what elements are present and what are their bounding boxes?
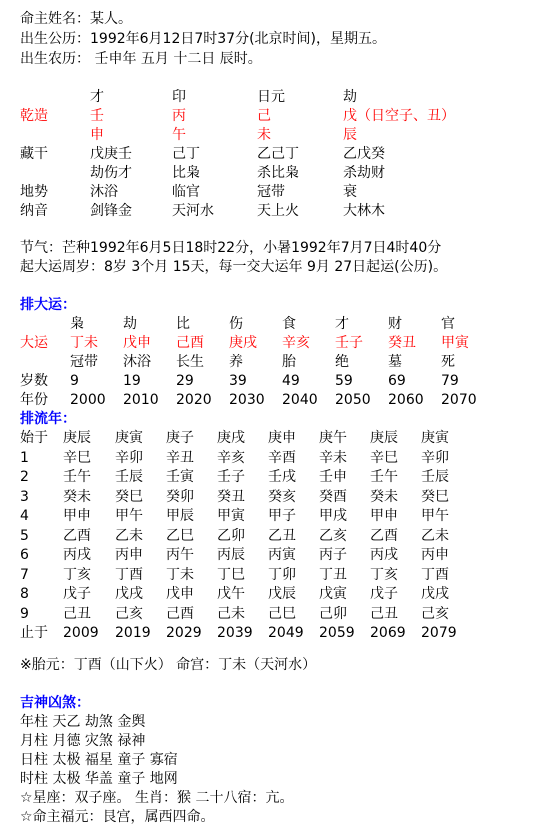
- canggan-day: 乙己丁: [257, 146, 299, 162]
- liunian-cell: 甲子: [268, 508, 296, 524]
- liunian-start-cell: 庚申: [268, 430, 296, 446]
- dishi-day: 冠带: [257, 184, 285, 200]
- dayun-age: 29: [176, 373, 194, 389]
- dayun-shishen: 枭: [70, 316, 84, 332]
- liunian-cell: 乙巳: [166, 528, 194, 544]
- dayun-ganzhi: 壬子: [335, 335, 363, 351]
- liunian-row-index: 5: [20, 528, 29, 544]
- liunian-start-cell: 庚寅: [421, 430, 449, 446]
- star-line: ☆星座：双子座。 生肖：猴 二十八宿：亢。: [20, 790, 294, 806]
- branch-day: 未: [257, 127, 271, 143]
- liunian-cell: 丙戌: [63, 547, 91, 563]
- liunian-cell: 辛巳: [63, 450, 91, 466]
- liunian-cell: 戊辰: [268, 586, 296, 602]
- pillar-header-2: 印: [172, 89, 186, 105]
- canggan-hour: 乙戊癸: [343, 146, 385, 162]
- nayin-day: 天上火: [257, 203, 299, 219]
- liunian-end-cell: 2019: [115, 625, 151, 641]
- canggan-year: 戊庚壬: [90, 146, 132, 162]
- liunian-cell: 甲午: [115, 508, 143, 524]
- dayun-year: 2000: [70, 392, 106, 408]
- shensha-row-year: 年柱 天乙 劫煞 金舆: [20, 714, 146, 730]
- liunian-cell: 甲午: [421, 508, 449, 524]
- liunian-cell: 己丑: [63, 606, 91, 622]
- dayun-ganzhi: 己酉: [176, 335, 204, 351]
- liunian-cell: 戊子: [370, 586, 398, 602]
- nayin-label: 纳音: [20, 203, 48, 219]
- dayun-shishen: 劫: [123, 316, 137, 332]
- liunian-cell: 己亥: [115, 606, 143, 622]
- liunian-row-index: 3: [20, 489, 29, 505]
- dayun-state: 胎: [282, 354, 296, 370]
- liunian-end-cell: 2079: [421, 625, 457, 641]
- dayun-year: 2060: [388, 392, 424, 408]
- liunian-cell: 辛卯: [115, 450, 143, 466]
- dayun-ganzhi: 丁未: [70, 335, 98, 351]
- liunian-cell: 癸卯: [166, 489, 194, 505]
- stem-month: 丙: [172, 108, 186, 124]
- liunian-cell: 癸巳: [115, 489, 143, 505]
- dayun-shishen: 伤: [229, 316, 243, 332]
- dayun-ganzhi: 癸丑: [388, 335, 416, 351]
- liunian-end-cell: 2039: [217, 625, 253, 641]
- canggan-shishen-day: 杀比枭: [257, 165, 299, 181]
- liunian-start-cell: 庚寅: [115, 430, 143, 446]
- liunian-cell: 丙戌: [370, 547, 398, 563]
- liunian-cell: 壬辰: [115, 469, 143, 485]
- liunian-cell: 丁卯: [268, 567, 296, 583]
- dayun-shishen: 比: [176, 316, 190, 332]
- liunian-start-cell: 庚子: [166, 430, 194, 446]
- liunian-cell: 甲辰: [166, 508, 194, 524]
- liunian-cell: 壬辰: [421, 469, 449, 485]
- fuyuan-line: ☆命主福元：艮宫，属西四命。: [20, 809, 215, 825]
- dayun-state: 养: [229, 354, 243, 370]
- liunian-cell: 丁巳: [217, 567, 245, 583]
- canggan-shishen-hour: 杀劫财: [343, 165, 385, 181]
- lunar-date-line: 出生农历： 壬申年 五月 十二日 辰时。: [20, 51, 262, 67]
- liunian-title: 排流年：: [20, 411, 76, 427]
- liunian-start-label: 始于: [20, 430, 48, 446]
- liunian-cell: 己卯: [319, 606, 347, 622]
- dayun-age: 19: [123, 373, 141, 389]
- liunian-row-index: 4: [20, 508, 29, 524]
- dayun-ganzhi: 戊申: [123, 335, 151, 351]
- liunian-end-cell: 2029: [166, 625, 202, 641]
- shensha-row-day: 日柱 太极 福星 童子 寡宿: [20, 752, 178, 768]
- stem-hour: 戊（日空子、丑）: [343, 108, 455, 124]
- canggan-month: 己丁: [172, 146, 200, 162]
- liunian-cell: 辛未: [319, 450, 347, 466]
- liunian-cell: 癸丑: [217, 489, 245, 505]
- dayun-ganzhi: 甲寅: [441, 335, 469, 351]
- dishi-label: 地势: [20, 184, 48, 200]
- liunian-cell: 甲寅: [217, 508, 245, 524]
- liunian-start-cell: 庚午: [319, 430, 347, 446]
- dayun-age: 49: [282, 373, 300, 389]
- dayun-ganzhi: 庚戌: [229, 335, 257, 351]
- dayun-age: 69: [388, 373, 406, 389]
- liunian-end-cell: 2049: [268, 625, 304, 641]
- liunian-cell: 丙申: [115, 547, 143, 563]
- liunian-start-cell: 庚辰: [370, 430, 398, 446]
- nayin-hour: 大林木: [343, 203, 385, 219]
- dayun-year: 2010: [123, 392, 159, 408]
- qianzao-label: 乾造: [20, 108, 48, 124]
- canggan-label: 藏干: [20, 146, 48, 162]
- liunian-cell: 壬子: [217, 469, 245, 485]
- name-line: 命主姓名：某人。: [20, 11, 132, 27]
- liunian-cell: 辛丑: [166, 450, 194, 466]
- liunian-cell: 癸未: [370, 489, 398, 505]
- liunian-cell: 癸酉: [319, 489, 347, 505]
- dayun-ganzhi: 辛亥: [282, 335, 310, 351]
- liunian-row-index: 2: [20, 469, 29, 485]
- liunian-cell: 丙申: [421, 547, 449, 563]
- liunian-cell: 乙未: [421, 528, 449, 544]
- liunian-cell: 甲申: [63, 508, 91, 524]
- branch-month: 午: [172, 127, 186, 143]
- liunian-cell: 癸亥: [268, 489, 296, 505]
- liunian-cell: 己亥: [421, 606, 449, 622]
- liunian-start-cell: 庚戌: [217, 430, 245, 446]
- dayun-title: 排大运：: [20, 297, 76, 313]
- stem-year: 壬: [90, 108, 104, 124]
- age-label: 岁数: [20, 373, 48, 389]
- liunian-cell: 壬午: [370, 469, 398, 485]
- liunian-cell: 己酉: [166, 606, 194, 622]
- liunian-cell: 辛亥: [217, 450, 245, 466]
- liunian-cell: 戊子: [63, 586, 91, 602]
- stem-day: 己: [257, 108, 271, 124]
- dayun-shishen: 才: [335, 316, 349, 332]
- nayin-month: 天河水: [172, 203, 214, 219]
- liunian-cell: 壬申: [319, 469, 347, 485]
- liunian-cell: 乙未: [115, 528, 143, 544]
- dayun-state: 死: [441, 354, 455, 370]
- shensha-title: 吉神凶煞：: [20, 695, 90, 711]
- dayun-age: 39: [229, 373, 247, 389]
- liunian-cell: 丙午: [166, 547, 194, 563]
- liunian-cell: 甲申: [370, 508, 398, 524]
- dayun-year: 2050: [335, 392, 371, 408]
- liunian-cell: 戊戌: [421, 586, 449, 602]
- dayun-state: 绝: [335, 354, 349, 370]
- liunian-cell: 丙子: [319, 547, 347, 563]
- liunian-cell: 己丑: [370, 606, 398, 622]
- liunian-cell: 丁酉: [421, 567, 449, 583]
- pillar-header-3: 日元: [257, 89, 285, 105]
- liunian-cell: 丙寅: [268, 547, 296, 563]
- liunian-cell: 丁酉: [115, 567, 143, 583]
- liunian-row-index: 7: [20, 567, 29, 583]
- dayun-year: 2070: [441, 392, 477, 408]
- dayun-age: 9: [70, 373, 79, 389]
- liunian-cell: 乙亥: [319, 528, 347, 544]
- liunian-cell: 癸未: [63, 489, 91, 505]
- liunian-cell: 辛巳: [370, 450, 398, 466]
- liunian-cell: 壬寅: [166, 469, 194, 485]
- dayun-year: 2020: [176, 392, 212, 408]
- liunian-cell: 丁亥: [370, 567, 398, 583]
- liunian-row-index: 8: [20, 586, 29, 602]
- shensha-row-month: 月柱 月德 灾煞 禄神: [20, 733, 146, 749]
- liunian-end-cell: 2009: [63, 625, 99, 641]
- nayin-year: 剑锋金: [90, 203, 132, 219]
- liunian-cell: 己未: [217, 606, 245, 622]
- liunian-end-cell: 2059: [319, 625, 355, 641]
- liunian-cell: 丁未: [166, 567, 194, 583]
- liunian-cell: 乙酉: [63, 528, 91, 544]
- dayun-age: 79: [441, 373, 459, 389]
- liunian-row-index: 6: [20, 547, 29, 563]
- dishi-year: 沐浴: [90, 184, 118, 200]
- liunian-cell: 丁亥: [63, 567, 91, 583]
- liunian-cell: 壬戌: [268, 469, 296, 485]
- liunian-cell: 己巳: [268, 606, 296, 622]
- dayun-state: 墓: [388, 354, 402, 370]
- qiyun-line: 起大运周岁：8岁 3个月 15天，每一交大运年 9月 27日起运(公历)。: [20, 259, 448, 275]
- branch-hour: 辰: [343, 127, 357, 143]
- liunian-row-index: 9: [20, 606, 29, 622]
- canggan-shishen-month: 比枭: [172, 165, 200, 181]
- dayun-age: 59: [335, 373, 353, 389]
- jieqi-line: 节气：芒种1992年6月5日18时22分，小暑1992年7月7日4时40分: [20, 240, 442, 256]
- liunian-cell: 戊午: [217, 586, 245, 602]
- liunian-cell: 辛酉: [268, 450, 296, 466]
- liunian-cell: 乙丑: [268, 528, 296, 544]
- dayun-shishen: 食: [282, 316, 296, 332]
- liunian-cell: 甲戌: [319, 508, 347, 524]
- liunian-cell: 壬午: [63, 469, 91, 485]
- dayun-year: 2040: [282, 392, 318, 408]
- canggan-shishen-year: 劫伤才: [90, 165, 132, 181]
- liunian-end-label: 止于: [20, 625, 48, 641]
- liunian-cell: 丙辰: [217, 547, 245, 563]
- liunian-cell: 戊寅: [319, 586, 347, 602]
- liunian-cell: 戊申: [166, 586, 194, 602]
- branch-year: 申: [90, 127, 104, 143]
- dayun-state: 长生: [176, 354, 204, 370]
- dayun-state: 冠带: [70, 354, 98, 370]
- year-label: 年份: [20, 392, 48, 408]
- shensha-row-hour: 时柱 太极 华盖 童子 地网: [20, 771, 178, 787]
- taiyuan-minggong-line: ※胎元：丁酉（山下火） 命宫：丁未（天河水）: [20, 657, 317, 673]
- liunian-cell: 乙卯: [217, 528, 245, 544]
- liunian-end-cell: 2069: [370, 625, 406, 641]
- pillar-header-1: 才: [90, 89, 104, 105]
- liunian-cell: 丁丑: [319, 567, 347, 583]
- dayun-state: 沐浴: [123, 354, 151, 370]
- dishi-month: 临官: [172, 184, 200, 200]
- liunian-start-cell: 庚辰: [63, 430, 91, 446]
- dayun-shishen: 财: [388, 316, 402, 332]
- liunian-cell: 戊戌: [115, 586, 143, 602]
- liunian-cell: 辛卯: [421, 450, 449, 466]
- dayun-year: 2030: [229, 392, 265, 408]
- dishi-hour: 衰: [343, 184, 357, 200]
- dayun-shishen: 官: [441, 316, 455, 332]
- liunian-cell: 癸巳: [421, 489, 449, 505]
- dayun-label: 大运: [20, 335, 48, 351]
- solar-date-line: 出生公历：1992年6月12日7时37分(北京时间)，星期五。: [20, 31, 386, 47]
- pillar-header-4: 劫: [343, 89, 357, 105]
- liunian-cell: 乙酉: [370, 528, 398, 544]
- liunian-row-index: 1: [20, 450, 29, 466]
